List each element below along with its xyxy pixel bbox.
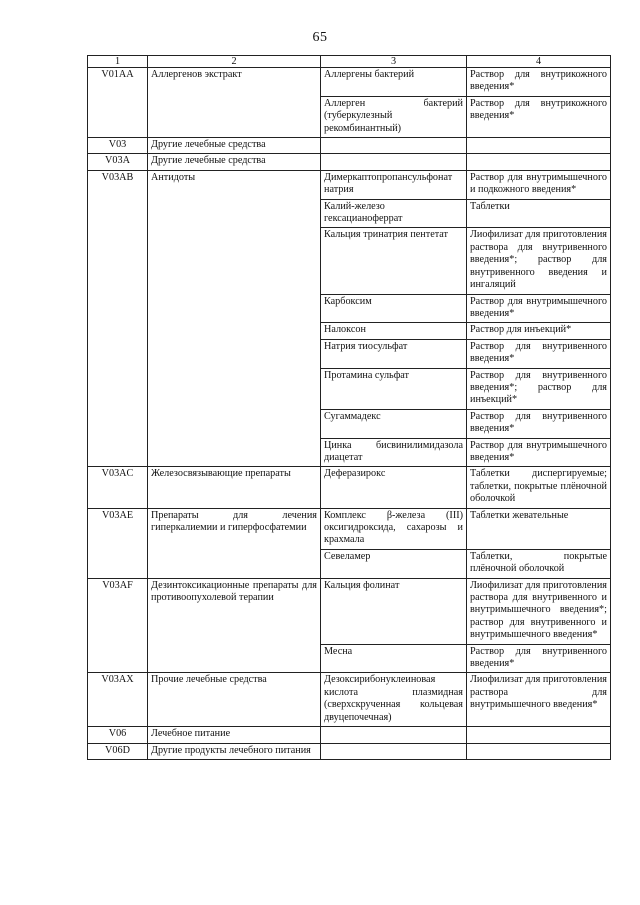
substance: Дезоксирибонуклеиновая кислота плазмидная (сверхскрученная кольцевая двуцепочечная) (321, 673, 467, 727)
substance (321, 727, 467, 743)
substance: Комплекс β-железа (III) оксигидроксида, сахарозы и крахмала (321, 508, 467, 549)
dosage-form (467, 727, 611, 743)
substance: Натрия тиосульфат (321, 339, 467, 368)
dosage-form (467, 154, 611, 170)
dosage-form: Раствор для внутривенного введения* (467, 339, 611, 368)
header-row (88, 56, 611, 68)
dosage-form: Раствор для внутримышечного введения* (467, 294, 611, 323)
atc-group: Лечебное питание (148, 727, 321, 743)
table-row (88, 508, 611, 549)
substance: Деферазирокс (321, 467, 467, 508)
atc-code: V03AE (88, 508, 148, 578)
substance (321, 138, 467, 154)
substance: Налоксон (321, 323, 467, 339)
atc-group: Другие лечебные средства (148, 154, 321, 170)
substance: Карбоксим (321, 294, 467, 323)
atc-code: V03AX (88, 673, 148, 727)
substance: Кальция фолинат (321, 578, 467, 644)
dosage-form: Лиофилизат для приготовления раствора для внутривенного и внутримышечного введения*; раствор для внутривенного и внутримышечного введения* (467, 578, 611, 644)
substance: Димеркаптопропансульфонат натрия (321, 170, 467, 199)
dosage-form (467, 743, 611, 759)
dosage-form: Раствор для внутривенного введения* (467, 644, 611, 673)
substance (321, 743, 467, 759)
atc-group: Железосвязывающие препараты (148, 467, 321, 508)
table-row (88, 154, 611, 170)
dosage-form: Раствор для внутрикожного введения* (467, 96, 611, 137)
table-row (88, 68, 611, 97)
drug-table (87, 55, 611, 760)
atc-code: V03AB (88, 170, 148, 467)
atc-group: Другие продукты лечебного питания (148, 743, 321, 759)
table-row (88, 467, 611, 508)
dosage-form: Таблетки жевательные (467, 508, 611, 549)
atc-code: V03 (88, 138, 148, 154)
column-header: 1 (88, 56, 148, 68)
dosage-form: Раствор для внутривенного введения*; раствор для инъекций* (467, 368, 611, 409)
dosage-form: Раствор для внутримышечного и подкожного введения* (467, 170, 611, 199)
atc-group: Препараты для лечения гиперкалиемии и гиперфосфатемии (148, 508, 321, 578)
dosage-form: Раствор для внутрикожного введения* (467, 68, 611, 97)
dosage-form (467, 138, 611, 154)
atc-group: Аллергенов экстракт (148, 68, 321, 138)
dosage-form: Раствор для инъекций* (467, 323, 611, 339)
substance: Протамина сульфат (321, 368, 467, 409)
column-header: 4 (467, 56, 611, 68)
dosage-form: Таблетки (467, 199, 611, 228)
dosage-form: Раствор для внутримышечного введения* (467, 438, 611, 467)
atc-code: V03A (88, 154, 148, 170)
table-row (88, 727, 611, 743)
table-row (88, 673, 611, 727)
table-row (88, 578, 611, 644)
table-row (88, 743, 611, 759)
atc-code: V06 (88, 727, 148, 743)
atc-group: Дезинтоксикационные препараты для противоопухолевой терапии (148, 578, 321, 673)
substance: Аллергены бактерий (321, 68, 467, 97)
dosage-form: Таблетки диспергируемые; таблетки, покрытые плёночной оболочкой (467, 467, 611, 508)
substance: Калий-железо гексацианоферрат (321, 199, 467, 228)
dosage-form: Раствор для внутривенного введения* (467, 409, 611, 438)
substance (321, 154, 467, 170)
substance: Сугаммадекс (321, 409, 467, 438)
atc-group: Антидоты (148, 170, 321, 467)
table-row (88, 170, 611, 199)
column-header: 2 (148, 56, 321, 68)
atc-code: V03AC (88, 467, 148, 508)
page-number: 65 (312, 30, 328, 45)
dosage-form: Лиофилизат для приготовления раствора для внутривенного введения*; раствор для внутривенного введения и ингаляций (467, 228, 611, 294)
atc-code: V03AF (88, 578, 148, 673)
substance: Месна (321, 644, 467, 673)
atc-group: Прочие лечебные средства (148, 673, 321, 727)
substance: Аллерген бактерий (туберкулезный рекомбинантный) (321, 96, 467, 137)
substance: Цинка бисвинилимидазола диацетат (321, 438, 467, 467)
atc-group: Другие лечебные средства (148, 138, 321, 154)
atc-code: V06D (88, 743, 148, 759)
dosage-form: Лиофилизат для приготовления раствора для внутримышечного введения* (467, 673, 611, 727)
atc-code: V01AA (88, 68, 148, 138)
substance: Севеламер (321, 549, 467, 578)
column-header: 3 (321, 56, 467, 68)
substance: Кальция тринатрия пентетат (321, 228, 467, 294)
table-row (88, 138, 611, 154)
dosage-form: Таблетки, покрытые плёночной оболочкой (467, 549, 611, 578)
